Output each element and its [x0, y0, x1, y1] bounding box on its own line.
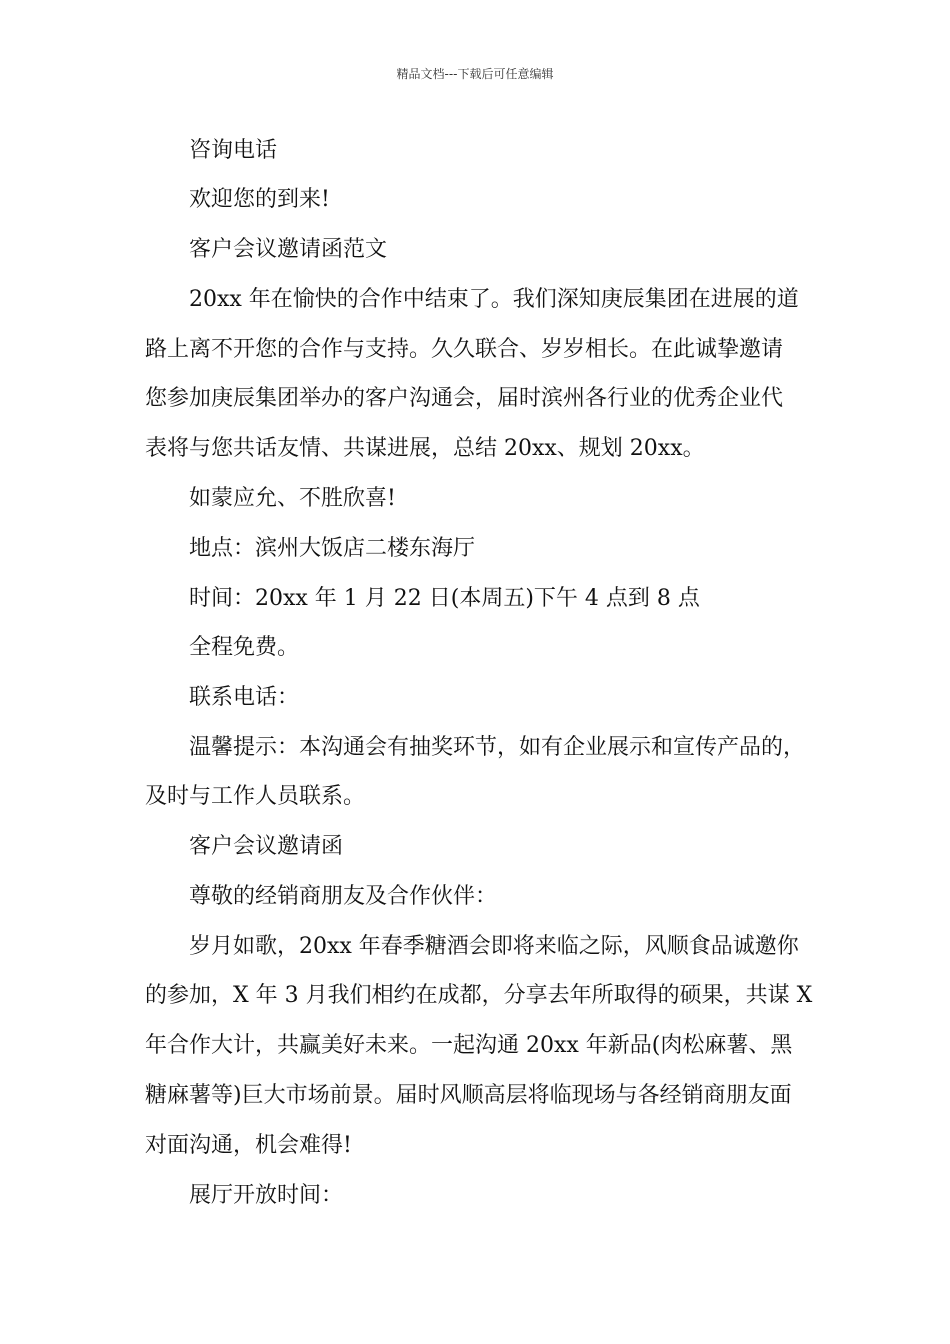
text-line: 表将与您共话友情、共谋进展，总结 20xx、规划 20xx。	[145, 436, 705, 461]
text-line: 20xx 年在愉快的合作中结束了。我们深知庚辰集团在进展的道	[189, 287, 799, 312]
text-line: 对面沟通，机会难得!	[145, 1133, 352, 1158]
text-line: 及时与工作人员联系。	[145, 784, 366, 809]
text-line: 的参加，X 年 3 月我们相约在成都，分享去年所取得的硕果，共谋 X	[145, 983, 813, 1008]
text-line: 客户会议邀请函范文	[189, 237, 388, 262]
text-line: 咨询电话	[189, 138, 278, 163]
text-line: 客户会议邀请函	[189, 834, 344, 859]
text-line: 年合作大计，共赢美好未来。一起沟通 20xx 年新品(肉松麻薯、黑	[145, 1033, 793, 1058]
text-line: 全程免费。	[189, 635, 300, 660]
text-line: 您参加庚辰集团举办的客户沟通会，届时滨州各行业的优秀企业代	[145, 386, 784, 411]
text-line: 地点：滨州大饭店二楼东海厅	[189, 536, 476, 561]
text-line: 时间：20xx 年 1 月 22 日(本周五)下午 4 点到 8 点	[189, 586, 700, 611]
text-line: 欢迎您的到来!	[189, 187, 330, 212]
text-line: 联系电话：	[189, 685, 300, 710]
text-line: 尊敬的经销商朋友及合作伙伴：	[189, 884, 498, 909]
text-line: 展厅开放时间：	[189, 1183, 344, 1208]
text-line: 如蒙应允、不胜欣喜!	[189, 486, 396, 511]
text-line: 岁月如歌，20xx 年春季糖酒会即将来临之际，风顺食品诚邀你	[189, 934, 799, 959]
text-line: 糖麻薯等)巨大市场前景。届时风顺高层将临现场与各经销商朋友面	[145, 1083, 792, 1108]
text-line: 路上离不开您的合作与支持。久久联合、岁岁相长。在此诚挚邀请	[145, 337, 784, 362]
page-header-watermark: 精品文档---下载后可任意编辑	[396, 67, 554, 81]
text-line: 温馨提示：本沟通会有抽奖环节，如有企业展示和宣传产品的，	[189, 735, 806, 760]
